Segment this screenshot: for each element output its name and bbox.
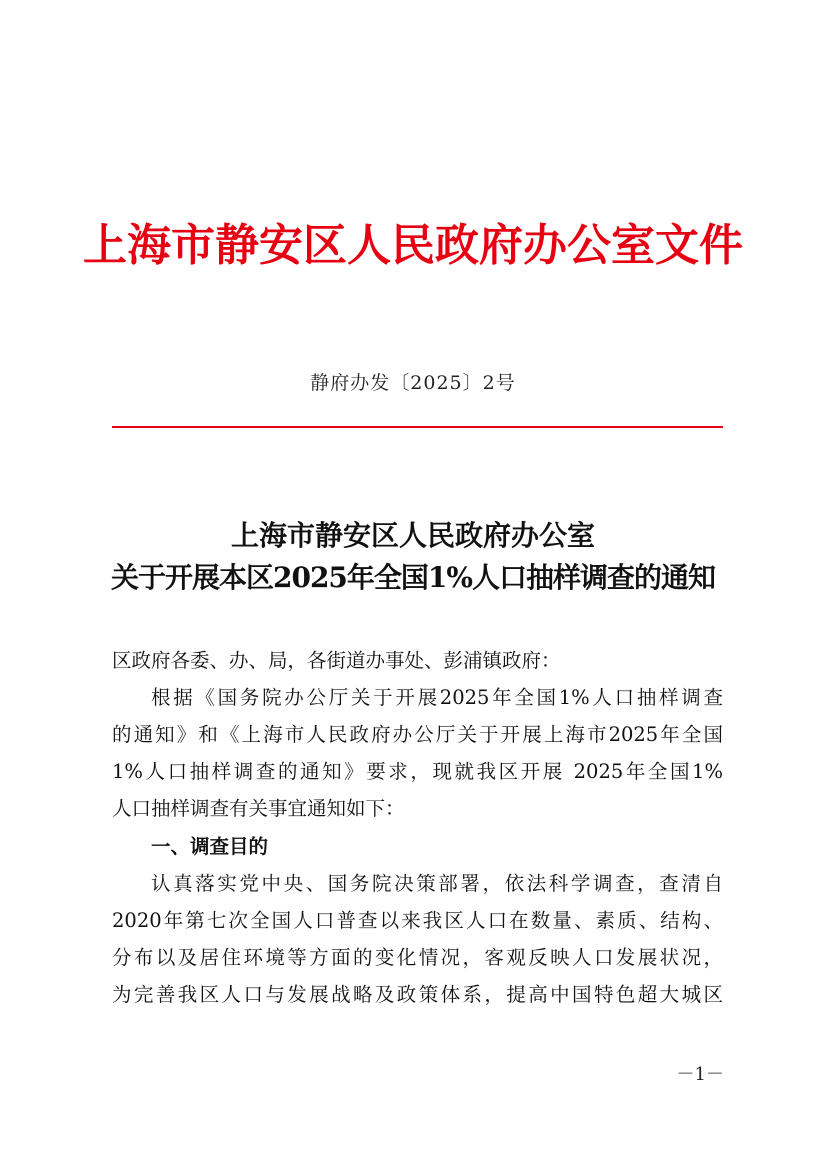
intro-line-1: 根据《国务院办公厅关于开展2025年全国1%人口抽样调查 (151, 686, 723, 709)
document-number: 静府办发〔2025〕2号 (310, 372, 516, 394)
purpose-line-3: 分布以及居住环境等方面的变化情况，客观反映人口发展状况， (112, 946, 723, 969)
notice-title-line-2: 关于开展本区2025年全国1%人口抽样调查的通知 (110, 561, 716, 594)
intro-line-2: 的通知》和《上海市人民政府办公厅关于开展上海市2025年全国 (112, 723, 723, 746)
red-divider-line (112, 426, 723, 428)
page-number: －1－ (676, 1064, 724, 1085)
purpose-line-2: 2020年第七次全国人口普查以来我区人口在数量、素质、结构、 (112, 909, 723, 932)
salutation: 区政府各委、办、局，各街道办事处、彭浦镇政府： (112, 649, 561, 672)
section-heading-purpose: 一、调查目的 (151, 835, 269, 858)
purpose-line-4: 为完善我区人口与发展战略及政策体系，提高中国特色超大城区 (112, 983, 723, 1006)
notice-title-line-1: 上海市静安区人民政府办公室 (230, 519, 595, 552)
purpose-line-1: 认真落实党中央、国务院决策部署，依法科学调查，查清自 (151, 872, 723, 895)
intro-line-4: 人口抽样调查有关事宜通知如下： (112, 797, 405, 820)
intro-line-3: 1%人口抽样调查的通知》要求，现就我区开展 2025年全国1% (112, 760, 723, 783)
masthead-title: 上海市静安区人民政府办公室文件 (83, 220, 743, 271)
